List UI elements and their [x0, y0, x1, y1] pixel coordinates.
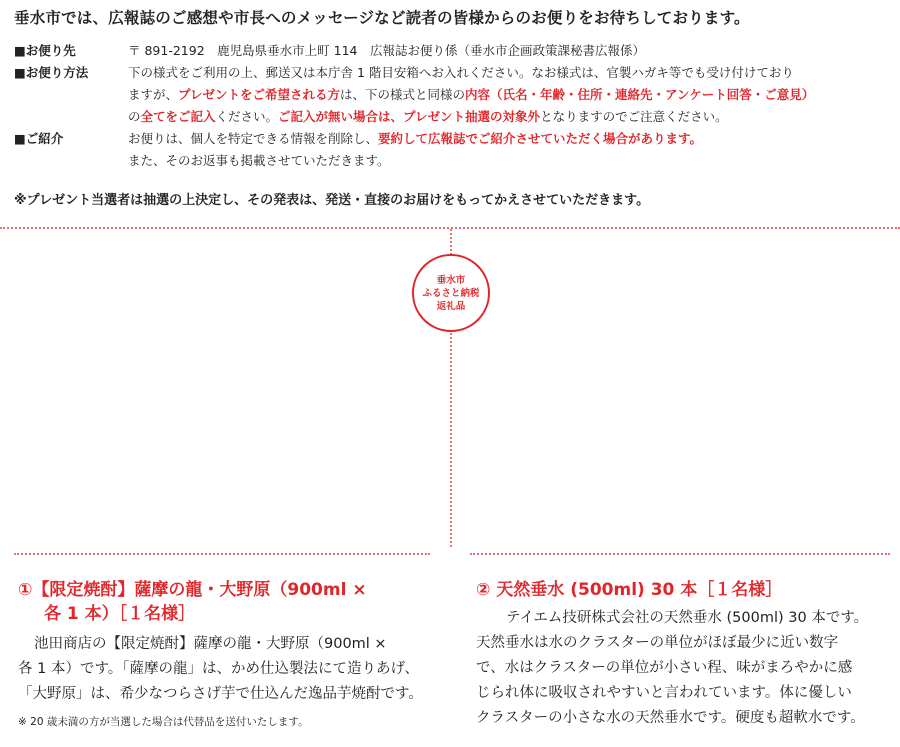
prize1-desc-line1: 池田商店の【限定焼酎】薩摩の龍・大野原（900ml ×	[34, 636, 387, 652]
prize1-title	[18, 578, 438, 626]
method-line3e: となりますのでご注意ください。	[540, 109, 728, 124]
seal-line3: 返礼品	[436, 300, 466, 312]
method-line2a: ますが、	[128, 87, 179, 102]
seal-line2: ふるさと納税	[422, 287, 480, 299]
seal-line1: 垂水市	[436, 274, 466, 286]
prize1-desc-line2: 各 1 本）です。「薩摩の龍」は、かめ仕込製法にて造りあげ、	[18, 661, 419, 677]
prize2-desc-line1: テイエム技研株式会社の天然垂水 (500ml) 30 本です。	[506, 610, 869, 626]
intro-row	[14, 128, 894, 172]
intro-text	[128, 128, 894, 172]
method-line3c: ください。	[215, 109, 279, 124]
prize1-title-line2: 各 1 本）［１名様］	[44, 604, 196, 624]
method-line2d: 内容（氏名・年齢・住所・連絡先・アンケート回答・ご意見）	[465, 87, 815, 102]
method-line1: 下の様式をご利用の上、郵送又は本庁舎 1 階目安箱へお入れください。なお様式は、官製ハガキ等でも受け付けており	[128, 65, 794, 80]
prize1-desc-line3: 「大野原」は、希少なつらさげ芋で仕込んだ逸品芋焼酎です。	[18, 686, 423, 702]
method-line3a: の	[128, 109, 141, 124]
address-value: 〒 891-2192 鹿児島県垂水市上町 114 広報誌お便り係（垂水市企画政策課秘書広報係）	[128, 43, 645, 58]
prize1-description	[18, 632, 448, 707]
prize2-divider	[470, 553, 890, 555]
method-line3b: 全てをご記入	[140, 109, 216, 124]
address-row	[14, 40, 894, 62]
prize2-desc-line5: クラスターの小さな水の天然垂水です。硬度も超軟水です。	[476, 710, 865, 726]
prize2-desc-line4: じられ体に吸収されやすいと言われています。体に優しい	[476, 685, 852, 701]
prize2-desc-line2: 天然垂水は水のクラスターの単位がほぼ最少に近い数字	[476, 635, 839, 651]
address-label: ■お便り先	[14, 43, 76, 58]
method-line2c: は、下の様式と同様の	[340, 87, 466, 102]
prize2-title: ② 天然垂水 (500ml) 30 本［１名様］	[476, 580, 783, 600]
present-notice: ※プレゼント当選者は抽選の上決定し、その発表は、発送・直接のお届けをもってかえさせていただきます。	[14, 193, 650, 208]
method-label: ■お便り方法	[14, 65, 89, 80]
prize1-divider	[14, 553, 430, 555]
info-section	[14, 40, 894, 172]
prize1-title-line1: ①【限定焼酎】薩摩の龍・大野原（900ml ×	[18, 580, 367, 600]
intro-line2: また、そのお返事も掲載させていただきます。	[128, 153, 390, 168]
intro-label: ■ご紹介	[14, 131, 64, 146]
method-text	[128, 62, 894, 128]
prize1-note: ※ 20 歳未満の方が当選した場合は代替品を送付いたします。	[18, 716, 309, 728]
intro-line1a: お便りは、個人を特定できる情報を削除し、	[128, 131, 379, 146]
furusato-seal	[412, 254, 490, 332]
intro-line1b: 要約して広報誌でご紹介させていただく場合があります。	[378, 131, 703, 146]
prize2-description	[476, 606, 896, 731]
method-line3d: ご記入が無い場合は、プレゼント抽選の対象外	[278, 109, 541, 124]
method-line2b: プレゼントをご希望される方	[178, 87, 341, 102]
method-row	[14, 62, 894, 128]
intro-heading: 垂水市では、広報誌のご感想や市長へのメッセージなど読者の皆様からのお便りをお待ちしております。	[14, 9, 750, 27]
prize2-desc-line3: で、水はクラスターの単位が小さい程、味がまろやかに感	[476, 660, 853, 676]
